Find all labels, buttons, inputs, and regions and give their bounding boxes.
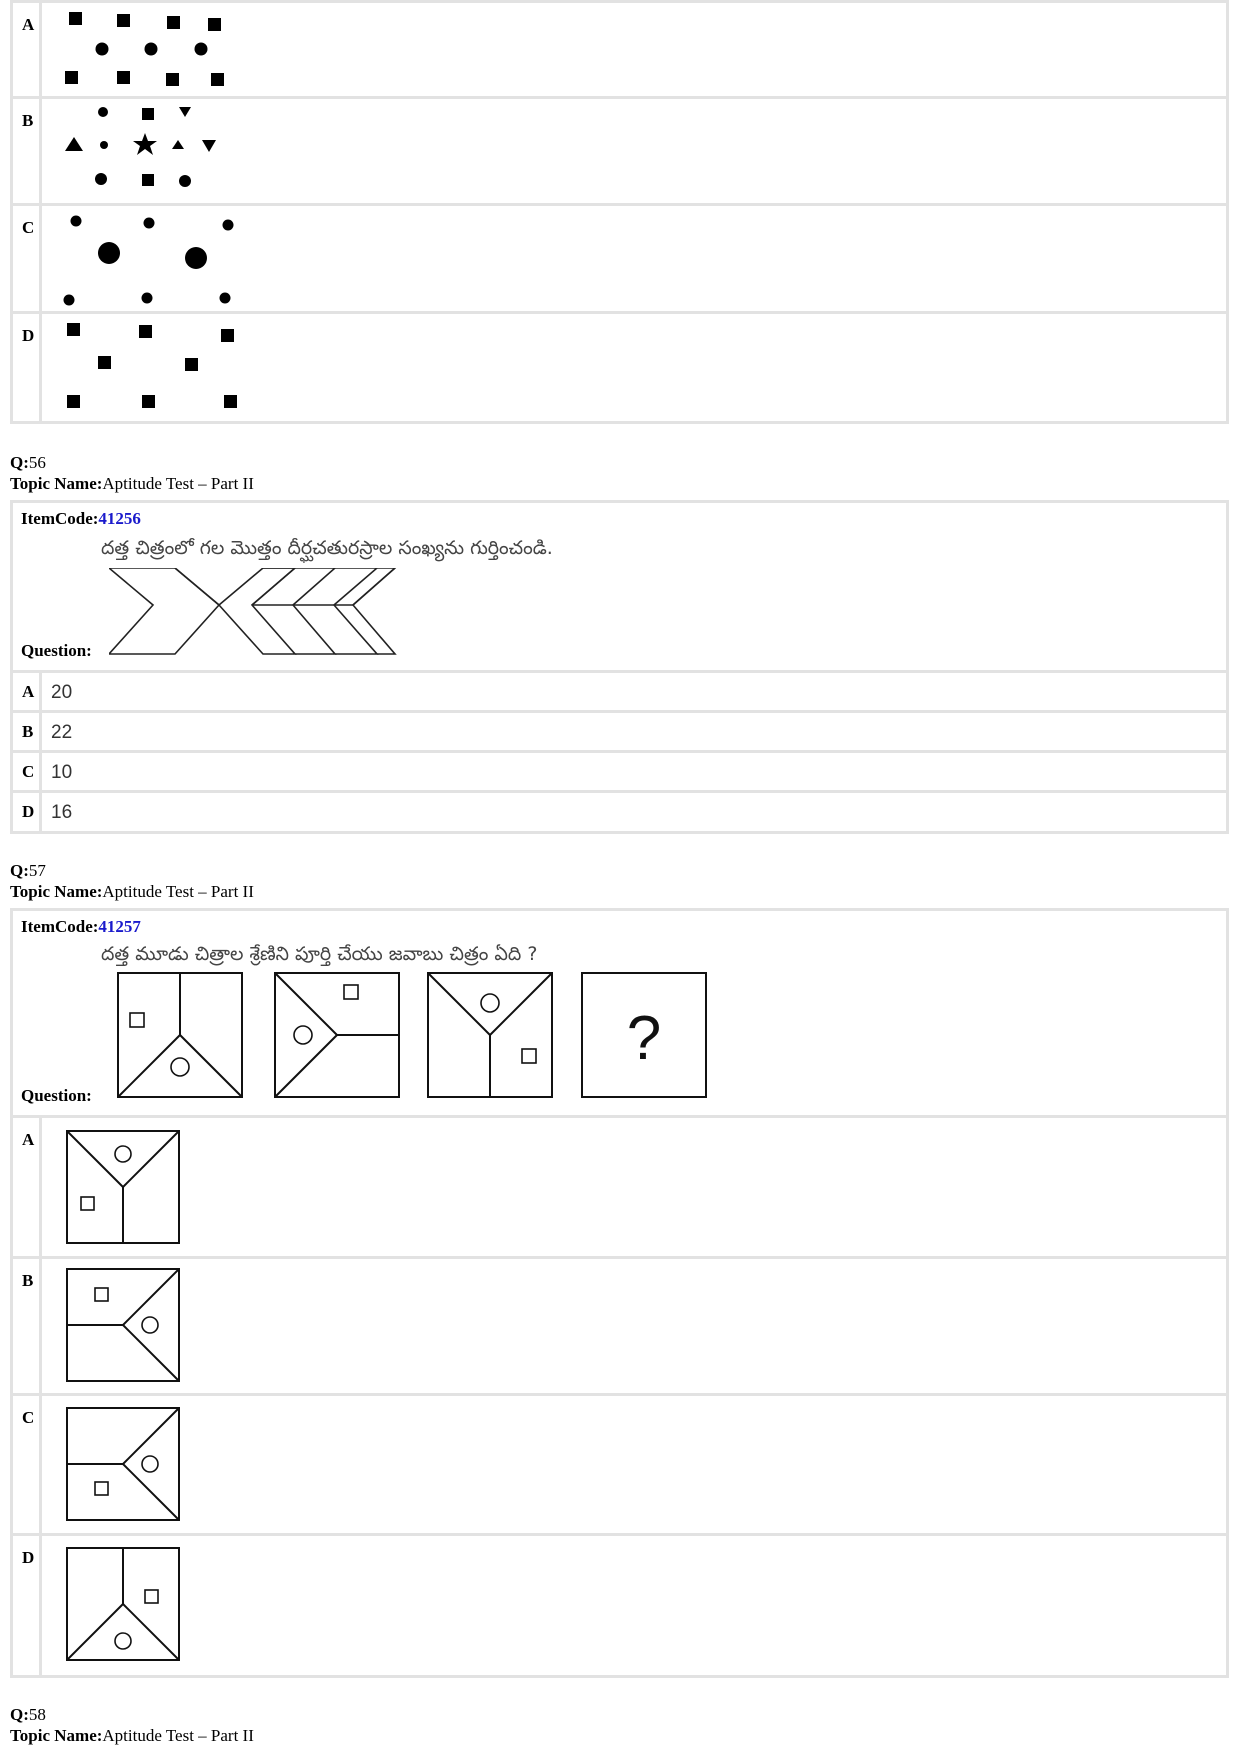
- option-value: 10: [51, 762, 73, 783]
- topic-value: Aptitude Test – Part II: [102, 1726, 254, 1745]
- option-label: D: [22, 1548, 35, 1567]
- question-header: [10, 1704, 254, 1746]
- option-label: B: [22, 1271, 34, 1290]
- q-number: 57: [28, 861, 46, 880]
- question-block-57: [10, 908, 1229, 1678]
- item-code-value: 41257: [98, 917, 141, 936]
- item-code-value: 41256: [98, 509, 141, 528]
- option-c-figure: [51, 206, 251, 311]
- item-code: ItemCode:41257: [21, 917, 141, 936]
- option-label: B: [22, 111, 34, 130]
- q-number: 58: [28, 1705, 46, 1724]
- q-prefix: Q:: [10, 1705, 29, 1724]
- question-row: [13, 503, 1226, 673]
- option-label: C: [22, 1408, 35, 1427]
- q-prefix: Q:: [10, 861, 29, 880]
- option-label: B: [22, 722, 34, 741]
- question-text: దత్త మూడు చిత్రాల శ్రేణిని పూర్తి చేయు జవాబు చిత్రం ఏది ?: [101, 943, 538, 965]
- topic-label: Topic Name:: [10, 1726, 103, 1745]
- q-prefix: Q:: [10, 453, 29, 472]
- option-row[interactable]: [13, 1118, 1226, 1259]
- question-figure: [109, 568, 409, 668]
- option-row[interactable]: [13, 753, 1226, 793]
- topic-label: Topic Name:: [10, 882, 103, 901]
- option-label: D: [22, 326, 35, 345]
- option-label: A: [22, 682, 35, 701]
- option-c-figure: [51, 1396, 191, 1533]
- option-value: 22: [51, 722, 73, 743]
- option-row[interactable]: [13, 673, 1226, 713]
- q-number: 56: [28, 453, 46, 472]
- topic-value: Aptitude Test – Part II: [102, 882, 254, 901]
- option-b-figure: [51, 1259, 191, 1393]
- option-d-figure: [51, 1536, 191, 1672]
- option-row[interactable]: [13, 99, 1226, 206]
- option-row[interactable]: [13, 713, 1226, 753]
- option-row[interactable]: [13, 793, 1226, 831]
- question-block-56: [10, 500, 1229, 834]
- option-label: A: [22, 1130, 35, 1149]
- prev-question-options: [10, 0, 1229, 424]
- question-mark: ?: [626, 1004, 662, 1073]
- question-header: [10, 860, 254, 902]
- option-row[interactable]: [13, 3, 1226, 99]
- option-row[interactable]: [13, 1259, 1226, 1396]
- option-row[interactable]: [13, 206, 1226, 314]
- item-code: ItemCode:41256: [21, 509, 141, 528]
- topic-label: Topic Name:: [10, 474, 103, 493]
- question-row: [13, 911, 1226, 1118]
- option-value: 20: [51, 682, 73, 703]
- question-label: Question:: [21, 641, 92, 660]
- option-a-figure: [51, 3, 251, 96]
- question-sequence-figures: [108, 971, 728, 1106]
- option-row[interactable]: [13, 1396, 1226, 1536]
- option-value: 16: [51, 802, 73, 823]
- option-label: D: [22, 802, 35, 821]
- question-header: [10, 452, 254, 494]
- question-text: దత్త చిత్రంలో గల మొత్తం దీర్ఘచతురస్రాల సంఖ్యను గుర్తించండి.: [101, 537, 553, 559]
- question-label: Question:: [21, 1086, 92, 1105]
- topic-value: Aptitude Test – Part II: [102, 474, 254, 493]
- option-b-figure: [51, 99, 251, 203]
- option-d-figure: [51, 314, 251, 418]
- option-label: C: [22, 762, 35, 781]
- option-row[interactable]: [13, 314, 1226, 421]
- option-label: A: [22, 15, 35, 34]
- option-row[interactable]: [13, 1536, 1226, 1675]
- option-label: C: [22, 218, 35, 237]
- option-a-figure: [51, 1118, 191, 1256]
